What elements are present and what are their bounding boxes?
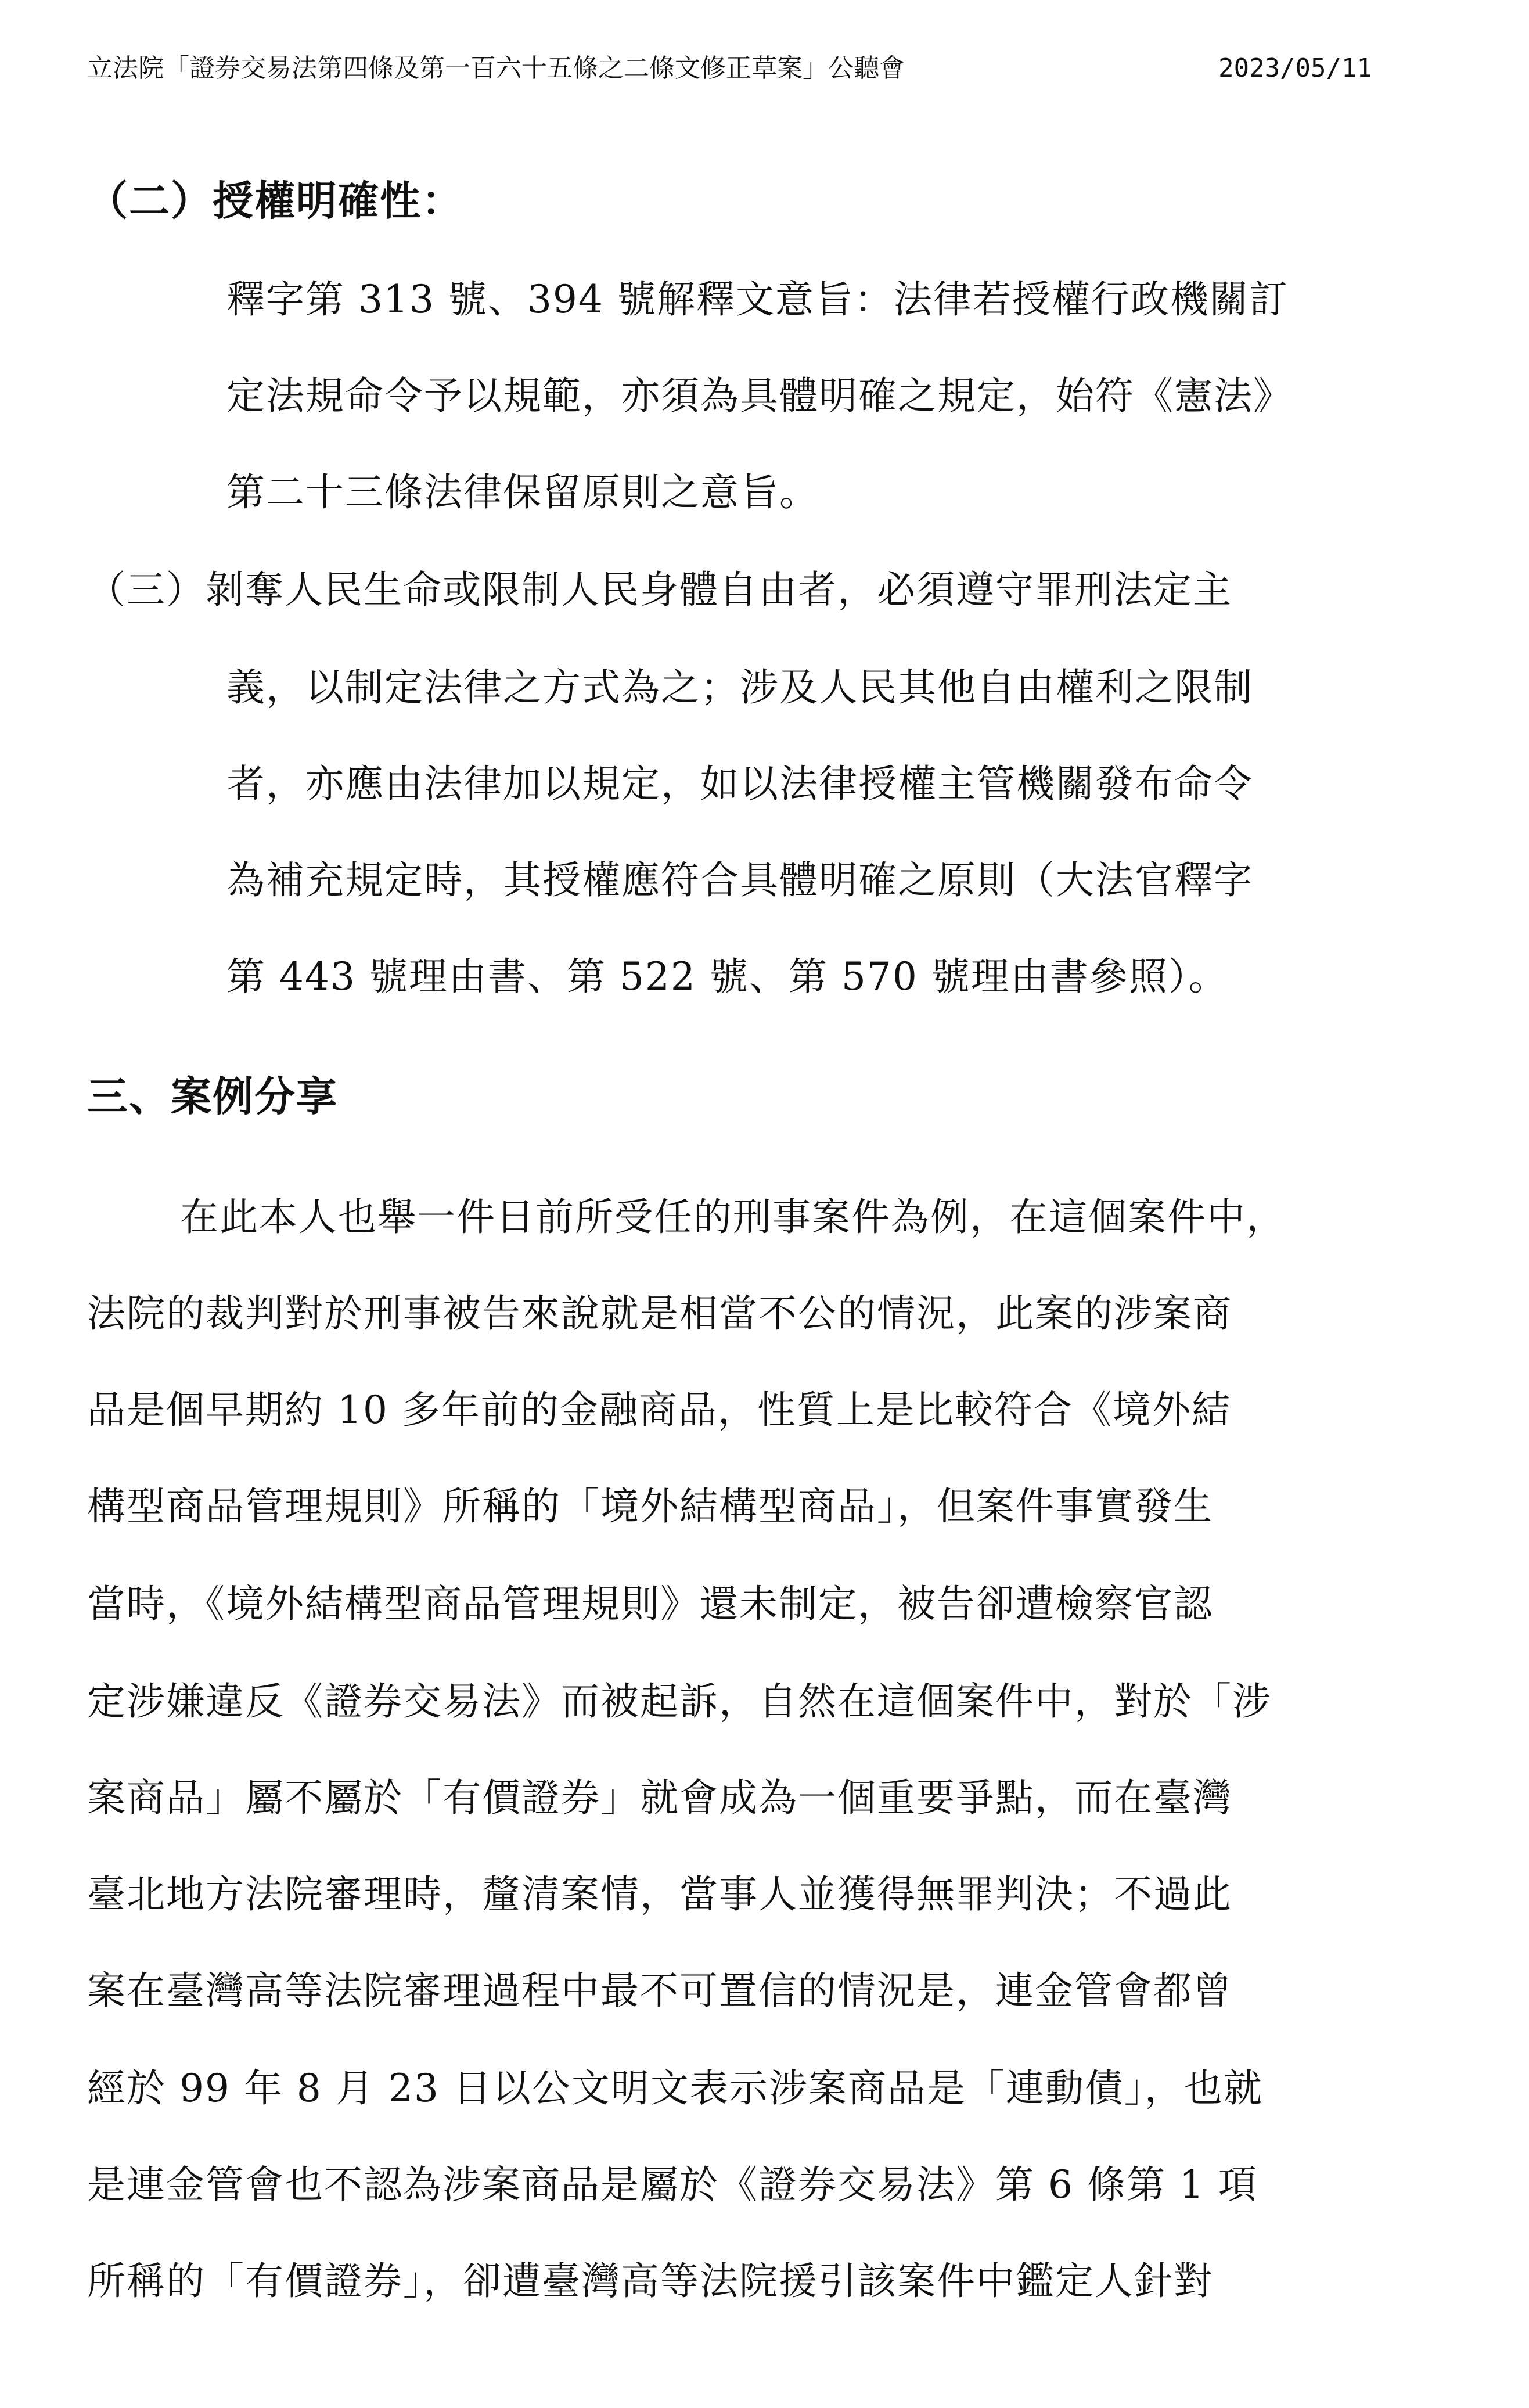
- header-date: 2023/05/11: [1218, 53, 1372, 83]
- paragraph-line: 所稱的「有價證券」，卻遭臺灣高等法院援引該案件中鑑定人針對: [87, 2259, 1213, 2303]
- paragraph-line: 定法規命令予以規範，亦須為具體明確之規定，始符《憲法》: [226, 373, 1293, 418]
- paragraph-line: 釋字第 313 號、394 號解釋文意旨：法律若授權行政機關訂: [226, 277, 1289, 322]
- paragraph-line: 為補充規定時，其授權應符合具體明確之原則（大法官釋字: [226, 858, 1253, 903]
- header-title: 立法院「證券交易法第四條及第一百六十五條之二條文修正草案」公聽會: [87, 53, 905, 83]
- paragraph-line: 經於 99 年 8 月 23 日以公文明文表示涉案商品是「連動債」，也就: [87, 2066, 1263, 2111]
- paragraph-line: （三）剝奪人民生命或限制人民身體自由者，必須遵守罪刑法定主: [87, 567, 1232, 612]
- paragraph-line: 品是個早期約 10 多年前的金融商品，性質上是比較符合《境外結: [87, 1388, 1231, 1432]
- section-heading-case-sharing: 三、案例分享: [87, 1073, 338, 1120]
- paragraph-line: 義，以制定法律之方式為之；涉及人民其他自由權利之限制: [226, 665, 1253, 710]
- paragraph-line: 當時，《境外結構型商品管理規則》還未制定，被告卻遭檢察官認: [87, 1582, 1213, 1626]
- paragraph-line: 在此本人也舉一件日前所受任的刑事案件為例，在這個案件中，: [180, 1195, 1286, 1239]
- paragraph-line: 臺北地方法院審理時，釐清案情，當事人並獲得無罪判決；不過此: [87, 1872, 1232, 1917]
- paragraph-line: 法院的裁判對於刑事被告來說就是相當不公的情況，此案的涉案商: [87, 1291, 1232, 1336]
- paragraph-line: 是連金管會也不認為涉案商品是屬於《證券交易法》第 6 條第 1 項: [87, 2162, 1258, 2207]
- paragraph-line: 定涉嫌違反《證券交易法》而被起訴，自然在這個案件中，對於「涉: [87, 1679, 1272, 1724]
- paragraph-line: 構型商品管理規則》所稱的「境外結構型商品」，但案件事實發生: [87, 1484, 1213, 1529]
- section-heading-authorization-clarity: （二）授權明確性：: [87, 177, 463, 225]
- paragraph-line: 案商品」屬不屬於「有價證券」就會成為一個重要爭點，而在臺灣: [87, 1776, 1232, 1820]
- page-header: [87, 51, 1442, 86]
- paragraph-line: 案在臺灣高等法院審理過程中最不可置信的情況是，連金管會都曾: [87, 1968, 1232, 2013]
- paragraph-line: 第二十三條法律保留原則之意旨。: [226, 470, 819, 515]
- paragraph-line: 者，亦應由法律加以規定，如以法律授權主管機關發布命令: [226, 761, 1253, 806]
- paragraph-line: 第 443 號理由書、第 522 號、第 570 號理由書參照）。: [226, 954, 1228, 999]
